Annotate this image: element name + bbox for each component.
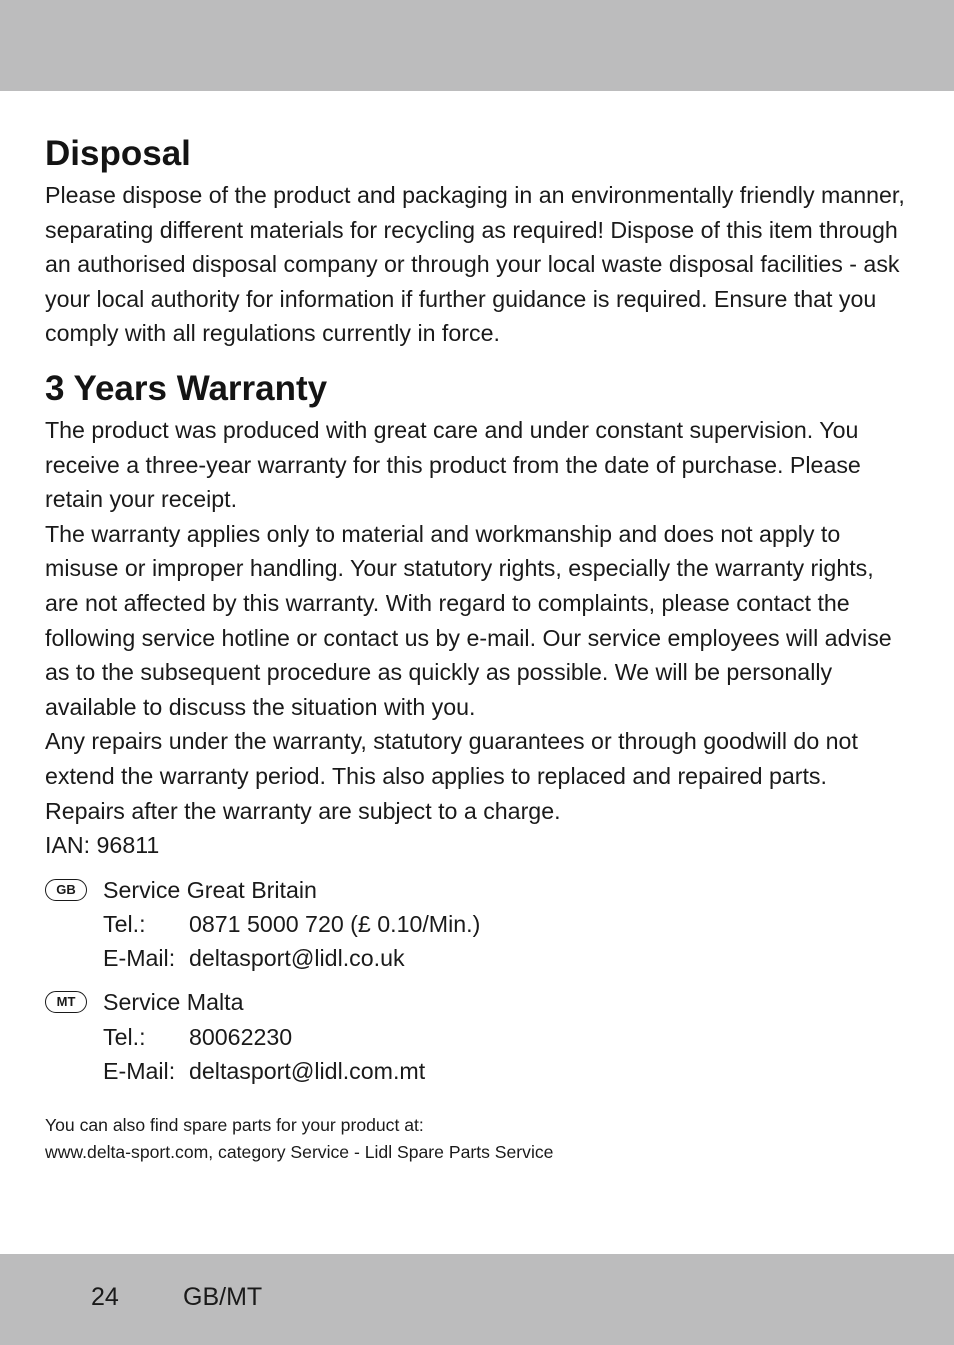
service-tel-row	[103, 1020, 910, 1054]
service-name: Service Great Britain	[103, 876, 317, 903]
service-block-mt	[45, 985, 910, 1088]
tel-label: Tel.:	[103, 1023, 146, 1050]
page-language: GB/MT	[183, 1283, 263, 1311]
spare-parts-line-2[interactable]: www.delta-sport.com, category Service - Lidl Spare Parts Service	[45, 1141, 554, 1162]
header-bar	[0, 0, 954, 91]
mail-value[interactable]: deltasport@lidl.co.uk	[189, 945, 405, 972]
service-mail-row	[103, 1054, 910, 1088]
warranty-heading: 3 Years Warranty	[45, 368, 328, 408]
gb-country-badge-icon: GB	[45, 879, 87, 901]
spare-parts-line-1: You can also find spare parts for your product at:	[45, 1114, 424, 1135]
service-tel-row	[103, 907, 910, 941]
service-mail-row	[103, 941, 910, 975]
mail-value[interactable]: deltasport@lidl.com.mt	[189, 1057, 426, 1084]
disposal-heading: Disposal	[45, 134, 191, 173]
tel-value: 0871 5000 720 (£ 0.10/Min.)	[189, 910, 481, 937]
footer-bar	[0, 1254, 954, 1345]
tel-label: Tel.:	[103, 910, 146, 937]
spare-parts-note	[45, 1112, 910, 1166]
service-block-gb	[45, 873, 910, 976]
warranty-paragraph-1: The product was produced with great care and under constant supervision. You receive a three-year warranty for this product from the date of purchase. Please retain your receipt.	[45, 416, 861, 513]
warranty-paragraph-3: Any repairs under the warranty, statutory guarantees or through goodwill do not extend the warranty period. This also applies to replaced and repaired parts. Repairs after the warranty are subject to a charge.	[45, 728, 858, 824]
mail-label: E-Mail:	[103, 1057, 176, 1084]
ian-number: IAN: 96811	[45, 832, 160, 859]
mail-label: E-Mail:	[103, 945, 176, 972]
service-name: Service Malta	[103, 989, 244, 1016]
disposal-text: Please dispose of the product and packaging in an environmentally friendly manner, separating different materials for recycling as required! Dispose of this item through an authorised disposal company or through your local waste disposal facilities - ask your local authority for information if further guidance is required. Ensure that you comply with all regulations currently in force.	[45, 182, 905, 347]
warranty-paragraph-2: The warranty applies only to material and workmanship and does not apply to misuse or improper handling. Your statutory rights, especially the warranty rights, are not affected by this warranty. With regard to complaints, please contact the following service hotline or contact us by e-mail. Our service employees will advise as to the subsequent procedure as quickly as possible. We will be personally available to discuss the situation with you.	[45, 520, 892, 720]
page-number: 24	[91, 1283, 119, 1311]
mt-country-badge-icon: MT	[45, 991, 87, 1013]
tel-value: 80062230	[189, 1023, 293, 1050]
page-content	[45, 130, 910, 1166]
